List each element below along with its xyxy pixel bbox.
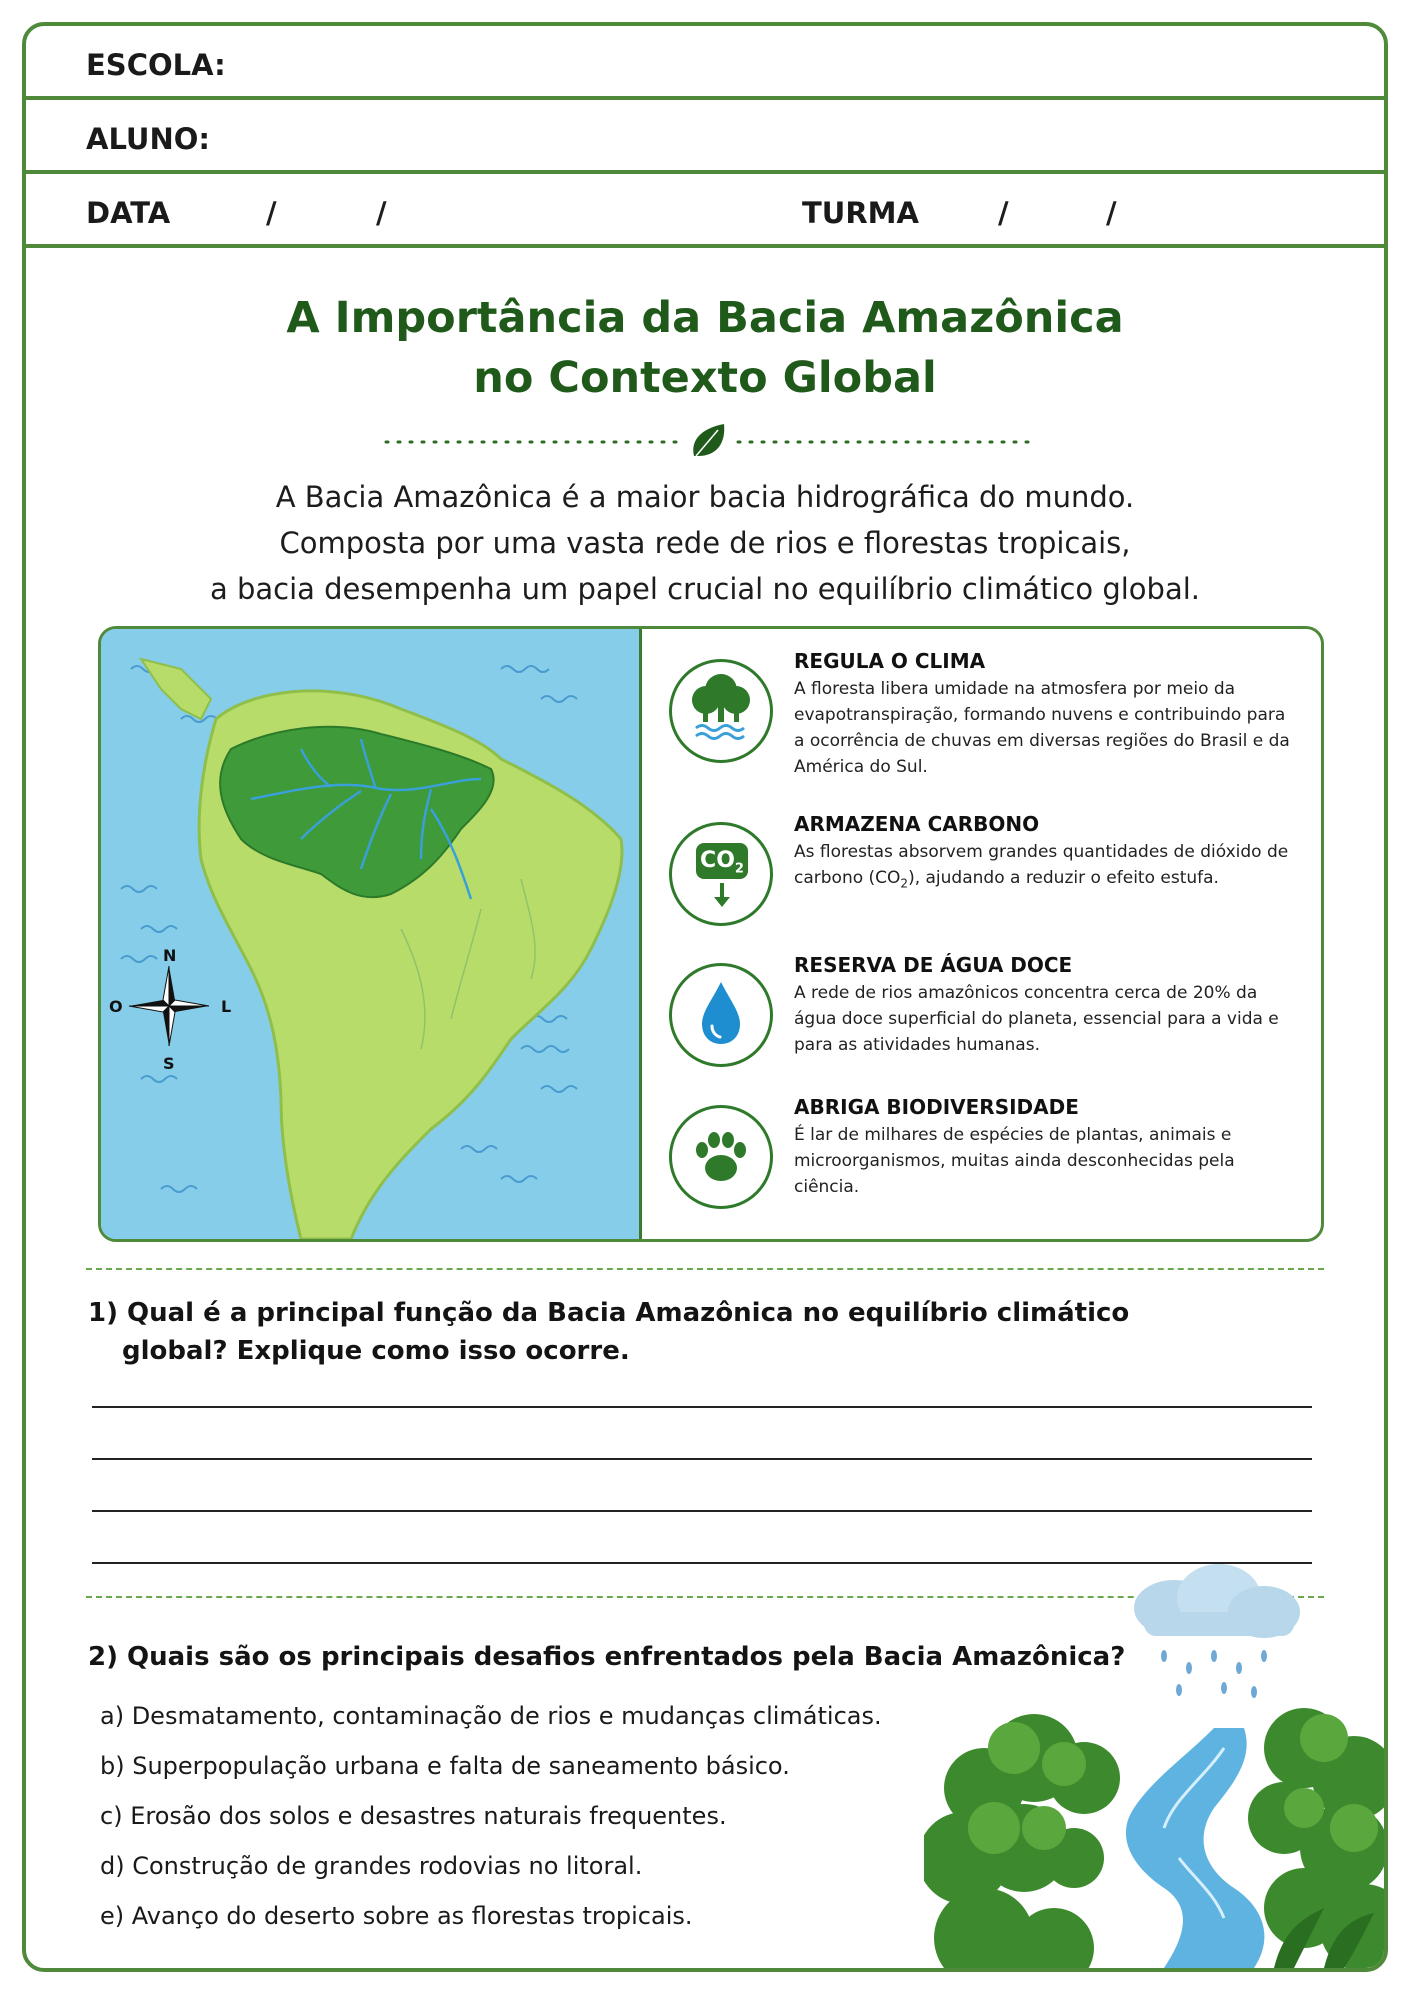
option-a[interactable]: a) Desmatamento, contaminação de rios e mudanças climáticas. [100, 1702, 882, 1730]
water-drop-icon [669, 963, 773, 1067]
turma-label: TURMA [802, 196, 919, 230]
feature-title: ABRIGA BIODIVERSIDADE [794, 1095, 1079, 1119]
compass-o: O [109, 997, 123, 1016]
paw-icon [669, 1105, 773, 1209]
feature-title: REGULA O CLIMA [794, 649, 986, 673]
turma-slash: / [998, 196, 1009, 230]
aluno-row [26, 100, 1384, 174]
date-slash: / [266, 196, 277, 230]
compass-l: L [221, 997, 232, 1016]
option-c[interactable]: c) Erosão dos solos e desastres naturais frequentes. [100, 1802, 727, 1830]
option-e[interactable]: e) Avanço do deserto sobre as florestas tropicais. [100, 1902, 693, 1930]
answer-line[interactable] [92, 1406, 1312, 1408]
intro-line-2: Composta por uma vasta rede de rios e florestas tropicais, [279, 526, 1131, 560]
intro-line-3: a bacia desempenha um papel crucial no equilíbrio climático global. [209, 572, 1201, 606]
rain-cloud-icon [1134, 1564, 1300, 1698]
title-line-1: A Importância da Bacia Amazônica [286, 293, 1124, 343]
question-2: 2) Quais são os principais desafios enfrentados pela Bacia Amazônica? [88, 1642, 1126, 1672]
feature-text: É lar de milhares de espécies de plantas, animais e microorganismos, muitas ainda desconhecidas pela ciência. [794, 1125, 1235, 1197]
title-line-2: no Contexto Global [473, 353, 937, 403]
answer-line[interactable] [92, 1510, 1312, 1512]
tree-water-icon [669, 659, 773, 763]
compass-s: S [163, 1054, 175, 1073]
turma-slash: / [1106, 196, 1117, 230]
section-divider [86, 1268, 1324, 1270]
worksheet [22, 22, 1388, 1972]
data-label: DATA [86, 196, 171, 230]
escola-label: ESCOLA: [86, 48, 226, 82]
intro-paragraph [26, 474, 1384, 612]
feature-regula-clima [649, 649, 1309, 799]
feature-text: A rede de rios amazônicos concentra cerca de 20% da água doce superficial do planeta, essencial para a vida e para as atividades humanas. [794, 983, 1279, 1055]
forest-river-illustration [924, 1528, 1384, 1968]
question-1 [88, 1294, 1129, 1370]
answer-line[interactable] [92, 1458, 1312, 1460]
leaf-icon [693, 424, 724, 456]
escola-row [26, 26, 1384, 100]
feature-title: RESERVA DE ÁGUA DOCE [794, 953, 1073, 977]
feature-text: As florestas absorvem grandes quantidades de dióxido de carbono $(CO_2)$, ajudando a reduzir o efeito estufa. [794, 842, 1289, 891]
aluno-label: ALUNO: [86, 122, 210, 156]
river-shape [1126, 1728, 1264, 1968]
question-1-line-1: 1) Qual é a principal função da Bacia Amazônica no equilíbrio climático [88, 1298, 1130, 1328]
feature-text: A floresta libera umidade na atmosfera por meio da evapotranspiração, formando nuvens e contribuindo para a ocorrência de chuvas em diversas regiões do Brasil e da América do Sul. [794, 679, 1290, 777]
feature-biodiversidade [649, 1095, 1309, 1242]
option-d[interactable]: d) Construção de grandes rodovias no litoral. [100, 1852, 643, 1880]
feature-title: ARMAZENA CARBONO [794, 812, 1040, 836]
option-b[interactable]: b) Superpopulação urbana e falta de saneamento básico. [100, 1752, 790, 1780]
intro-line-1: A Bacia Amazônica é a maior bacia hidrográfica do mundo. [275, 480, 1135, 514]
co2-icon [669, 822, 773, 926]
co2-badge-sub: 2 [734, 861, 744, 877]
page-title [26, 288, 1384, 408]
co2-badge-text: CO [700, 848, 735, 873]
data-turma-row [26, 174, 1384, 248]
info-panel [98, 626, 1324, 1242]
south-america-map [101, 629, 642, 1239]
leaf-divider [26, 422, 1384, 462]
feature-armazena-carbono [649, 812, 1309, 962]
question-1-line-2: global? Explique como isso ocorre. [122, 1336, 630, 1366]
feature-reserva-agua [649, 953, 1309, 1103]
date-slash: / [376, 196, 387, 230]
compass-n: N [163, 946, 177, 965]
